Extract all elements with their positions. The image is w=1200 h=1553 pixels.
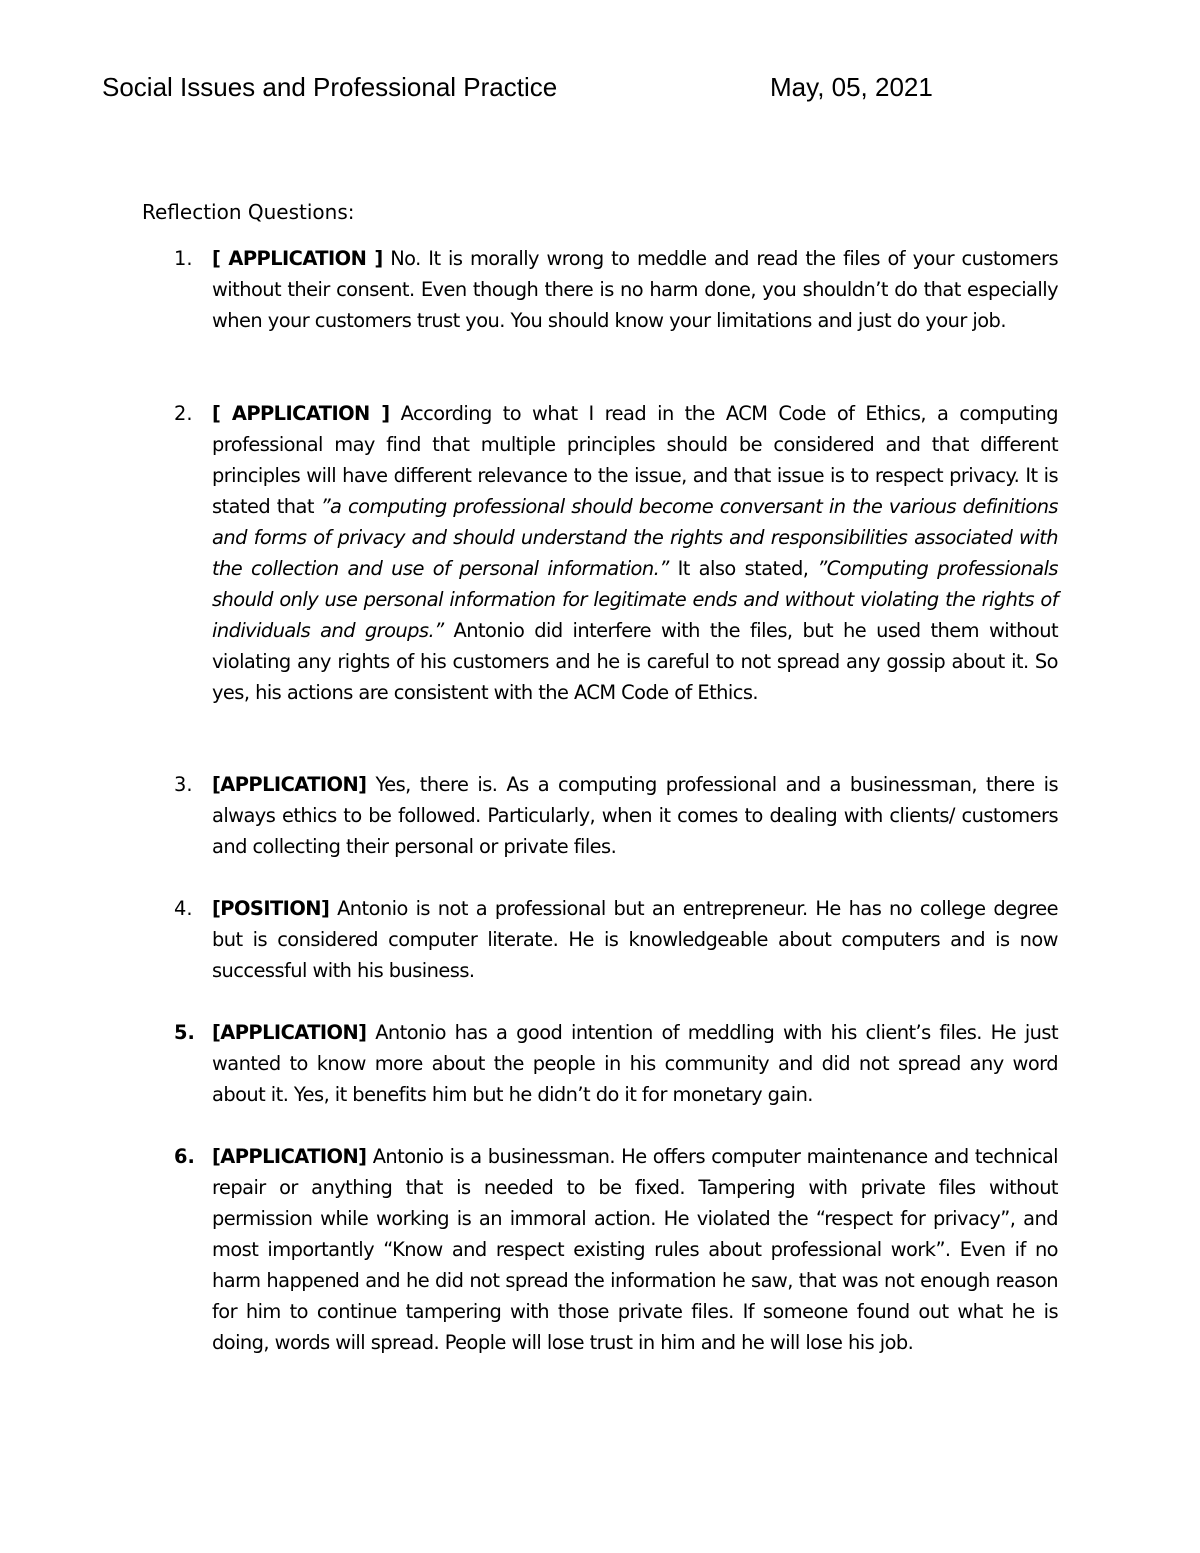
item-tag: [APPLICATION] [212,773,367,796]
item-text: Antonio did interfere with the files, but he used them without violating any rights of his customers and he is careful to not spread any gossip about it. So yes, his actions are consistent with the ACM Code of Ethics. [212,619,1058,704]
document-date: May, 05, 2021 [770,72,933,102]
item-number: 2. [174,402,193,425]
item-number: 3. [174,773,193,796]
course-title: Social Issues and Professional Practice [102,72,558,102]
item-quote: ”a computing professional should become conversant in the various definitions and forms of privacy and should understand the rights and responsibilities associated with the collection and use of personal information.” [212,495,1058,580]
item-number: 5. [174,1021,195,1044]
item-number: 6. [174,1145,195,1168]
list-item [174,769,1058,862]
list-item [174,1141,1058,1358]
item-tag: [APPLICATION] [212,1145,367,1168]
item-text: According to what I read in the ACM Code of Ethics, a computing professional may find that multiple principles should be considered and that different principles will have different relevance to the issue, and that issue is to respect privacy. It is stated that [212,402,1058,518]
list-item [174,1017,1058,1110]
item-number: 1. [174,247,193,270]
list-item [174,243,1058,336]
item-text: It also stated, [668,557,818,580]
item-quote: ”Computing professionals should only use personal information for legitimate ends and without violating the rights of individuals and groups.” [212,557,1058,642]
item-tag: [APPLICATION] [212,1021,367,1044]
item-tag: [ APPLICATION ] [212,247,383,270]
item-tag: [POSITION] [212,897,330,920]
list-item [174,893,1058,986]
item-text: Antonio is not a professional but an entrepreneur. He has no college degree but is considered computer literate. He is knowledgeable about computers and is now successful with his business. [212,897,1058,982]
item-tag: [ APPLICATION ] [212,402,390,425]
item-text: Yes, there is. As a computing professional and a businessman, there is always ethics to be followed. Particularly, when it comes to dealing with clients/ customers and collecting their personal or private files. [212,773,1058,858]
item-text: No. It is morally wrong to meddle and read the files of your customers without their consent. Even though there is no harm done, you shouldn’t do that especially when your customers trust you. You should know your limitations and just do your job. [212,247,1058,332]
item-text: Antonio is a businessman. He offers computer maintenance and technical repair or anything that is needed to be fixed. Tampering with private files without permission while working is an immoral action. He violated the “respect for privacy”, and most importantly “Know and respect existing rules about professional work”. Even if no harm happened and he did not spread the information he saw, that was not enough reason for him to continue tampering with those private files. If someone found out what he is doing, words will spread. People will lose trust in him and he will lose his job. [212,1145,1058,1354]
item-number: 4. [174,897,193,920]
section-title: Reflection Questions: [142,200,355,224]
item-text: Antonio has a good intention of meddling with his client’s files. He just wanted to know more about the people in his community and did not spread any word about it. Yes, it benefits him but he didn’t do it for monetary gain. [212,1021,1058,1106]
list-item [174,398,1058,708]
